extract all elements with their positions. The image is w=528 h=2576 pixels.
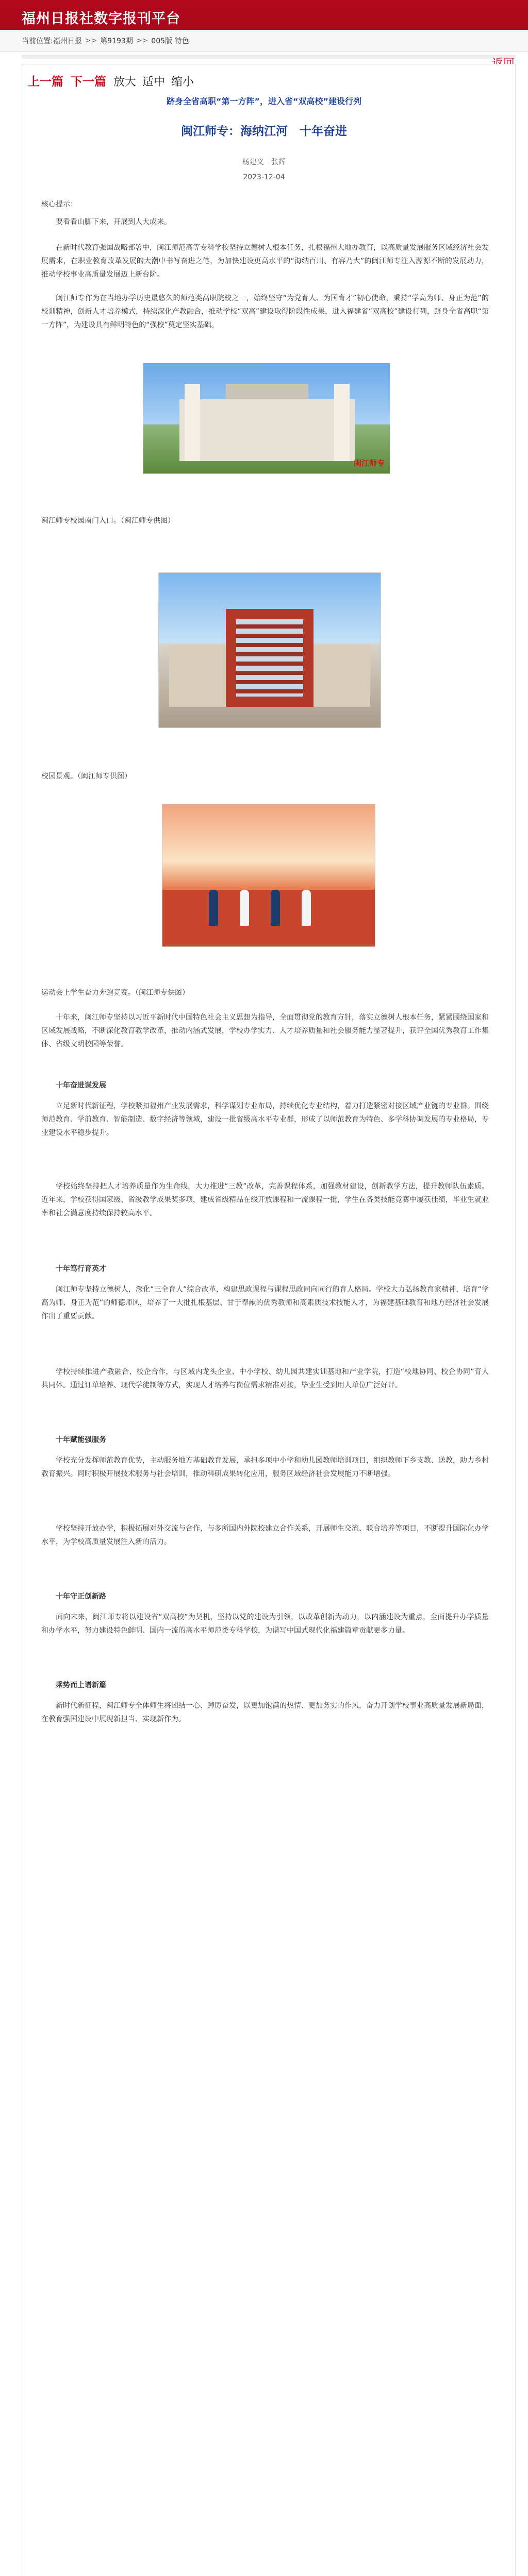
content-top-strip: [22, 55, 516, 59]
breadcrumb-separator: >>: [85, 36, 97, 45]
paragraph: 十年来，闽江师专坚持以习近平新时代中国特色社会主义思想为指导，全面贯彻党的教育方针，落实立德树人根本任务，紧紧围绕国家和区域发展战略，不断深化教育教学改革，推动内涵式发展，学校办学实力、人才培养质量和社会服务能力显著提升，获评全国优秀教育工作集体、省级文明校园等荣誉。: [41, 1013, 489, 1048]
zoom-default-button[interactable]: 适中: [142, 76, 166, 89]
paragraph: 闽江师专坚持立德树人，深化“三全育人”综合改革，构建思政课程与课程思政同向同行的育人格局。学校大力弘扬教育家精神，培育“学高为师、身正为范”的师德师风，培养了一大批扎根基层、甘于奉献的优秀教师和高素质技术技能人才，为福建基础教育和地方经济社会发展作出了重要贡献。: [41, 1285, 489, 1320]
campus-scenery-photo: [158, 572, 381, 728]
paragraph: 新时代新征程，闽江师专全体师生将团结一心、踔厉奋发，以更加饱满的热情、更加务实的作风，奋力开创学校事业高质量发展新局面，在教育强国建设中展现新担当、实现新作为。: [41, 1702, 489, 1723]
paragraph: 要看看山脚下来，开展到人大成来。: [56, 218, 171, 226]
photo-building-wing: [308, 645, 370, 707]
photo-watermark: 闽江师专: [353, 459, 385, 468]
zoom-out-button[interactable]: 缩小: [171, 76, 194, 89]
paragraph: 闽江师专作为在当地办学历史最悠久的师范类高职院校之一，始终坚守“为党育人、为国育才”初心使命，秉持“学高为师、身正为范”的校训精神，创新人才培养模式，持续深化产教融合，推动学校“双高”建设取得阶段性成果，进入福建省“双高校”建设行列，跻身全省高职“第一方阵”，为建设具有鲜明特色的“强校”奠定坚实基础。: [41, 294, 489, 329]
breadcrumb: [0, 30, 528, 52]
photo-runner-shape: [240, 890, 249, 926]
article-date: 2023-12-04: [243, 173, 285, 181]
paragraph: 学校坚持开放办学，积极拓展对外交流与合作，与多所国内外院校建立合作关系，开展师生交流、联合培养等项目，不断提升国际化办学水平，为学校高质量发展注入新的活力。: [41, 1524, 489, 1546]
breadcrumb-prefix: 当前位置:: [22, 37, 53, 45]
section-heading: 十年奋进谋发展: [56, 1081, 106, 1090]
prev-article-link[interactable]: 上一篇: [28, 75, 63, 89]
photo-tower-windows: [236, 619, 303, 697]
article-pretitle: 跻身全省高职“第一方阵”，进入省“双高校”建设行列: [166, 96, 362, 106]
breadcrumb-item-page[interactable]: 005版 特色: [151, 37, 189, 45]
breadcrumb-item-paper[interactable]: 福州日报: [53, 37, 82, 45]
section-heading: 十年守正创新路: [56, 1592, 106, 1601]
photo-caption: 校园景观。（闽江师专供图）: [41, 772, 131, 781]
photo-tower-shape: [226, 609, 314, 707]
breadcrumb-separator: >>: [136, 36, 148, 45]
photo-gate-pillar: [185, 384, 200, 461]
photo-runner-shape: [302, 890, 311, 926]
photo-building-wing: [169, 645, 231, 707]
photo-gate-pillar: [334, 384, 350, 461]
section-heading: 十年赋能强服务: [56, 1436, 106, 1444]
photo-runner-shape: [209, 890, 218, 926]
article-title: 闽江师专：海纳江河 十年奋进: [181, 125, 347, 138]
photo-runner-shape: [271, 890, 280, 926]
paragraph: 核心提示：: [41, 200, 77, 209]
site-header: [0, 0, 528, 30]
sports-meet-photo: [162, 804, 375, 947]
paragraph: 学校始终坚持把人才培养质量作为生命线，大力推进“三教”改革，完善课程体系，加强教材建设，创新教学方法，提升教师队伍素质。近年来，学校获得国家级、省级教学成果奖多项，建成省级精品在线开放课程和一流课程一批，学生在各类技能竞赛中屡获佳绩，毕业生就业率和社会满意度持续保持较高水平。: [41, 1182, 489, 1217]
campus-gate-photo: [143, 363, 390, 474]
photo-gate-shape: [179, 399, 355, 461]
section-heading: 十年笃行育英才: [56, 1265, 106, 1273]
site-logo: 福州日报社数字报刊平台: [22, 11, 180, 27]
section-heading: 乘势而上谱新篇: [56, 1681, 106, 1689]
photo-caption: 闽江师专校园南门入口。（闽江师专供图）: [41, 517, 175, 525]
photo-track-shape: [162, 890, 375, 946]
paragraph: 学校持续推进产教融合、校企合作，与区域内龙头企业、中小学校、幼儿园共建实训基地和产业学院，打造“校地协同、校企协同”育人共同体。通过订单培养、现代学徒制等方式，实现人才培养与岗位需求精准对接，毕业生受到用人单位广泛好评。: [41, 1368, 489, 1389]
article-author: 杨建义 张辉: [242, 158, 286, 166]
paragraph: 在新时代教育强国战略部署中，闽江师范高等专科学校坚持立德树人根本任务，扎根福州大地办教育，以高质量发展服务区域经济社会发展需求，在职业教育改革发展的大潮中书写奋进之笔，为加快建设更高水平的“海纳百川、有容乃大”的闽江师专注入源源不断的发展动力，推动学校事业高质量发展迈上新台阶。: [41, 244, 489, 279]
paragraph: 学校充分发挥师范教育优势，主动服务地方基础教育发展，承担多项中小学和幼儿园教师培训项目，组织教师下乡支教、送教，助力乡村教育振兴。同时积极开展技术服务与社会培训，推动科研成果转化应用，服务区域经济社会发展能力不断增强。: [41, 1456, 489, 1478]
zoom-in-button[interactable]: 放大: [113, 76, 137, 89]
photo-caption: 运动会上学生奋力奔跑竞赛。（闽江师专供图）: [41, 989, 189, 997]
next-article-link[interactable]: 下一篇: [71, 75, 106, 89]
paragraph: 立足新时代新征程，学校紧扣福州产业发展需求，科学谋划专业布局，持续优化专业结构，着力打造紧密对接区域产业链的专业群。围绕师范教育、学前教育、智能制造、数字经济等领域，建设一批省级高水平专业群，形成了以师范教育为特色、多学科协调发展的专业格局，专业建设水平稳步提升。: [41, 1102, 489, 1137]
article-nav: [28, 72, 200, 89]
breadcrumb-item-issue[interactable]: 第9193期: [100, 37, 133, 45]
paragraph: 面向未来，闽江师专将以建设省“双高校”为契机，坚持以党的建设为引领，以改革创新为动力，以内涵建设为重点，全面提升办学质量和办学水平，努力建设特色鲜明、国内一流的高水平师范类专科学校，为谱写中国式现代化福建篇章贡献更多力量。: [41, 1613, 489, 1635]
